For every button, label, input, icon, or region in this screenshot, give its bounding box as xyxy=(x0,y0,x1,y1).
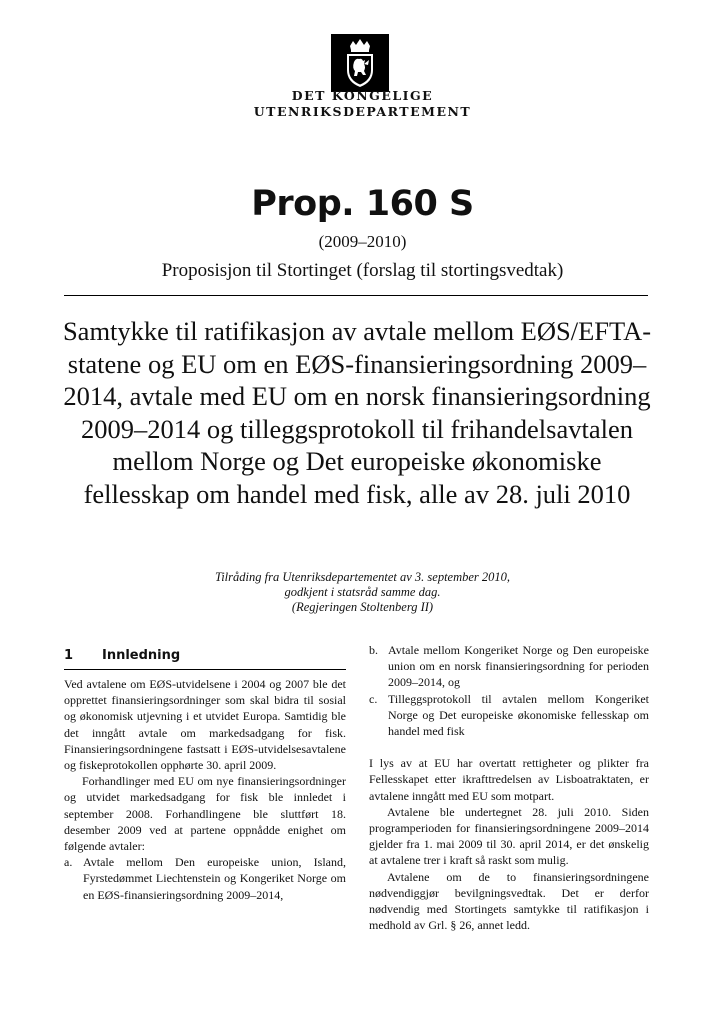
paragraph: Ved avtalene om EØS-utvidelsene i 2004 og 2007 ble det opprettet finansieringsordninger som skal bidra til sosial og økonomisk utjevning i et utvidet Europa. Samtidig ble det inngått avtale om markedsadgang for fisk. Finansieringsordningene fastsatt i EØS-utvidelsesavtalene og fiskeprotokollen opphørte 30. april 2009. xyxy=(64,677,346,773)
document-title: Samtykke til ratifikasjon av avtale mellom EØS/EFTA-statene og EU om en EØS-finansieringsordning 2009–2014, avtale med EU om en norsk finansieringsordning 2009–2014 og tilleggsprotokoll til frihandelsavtalen mellom Norge og Det europeiske økonomiske fellesskap om handel med fisk, alle av 28. juli 2010 xyxy=(62,316,652,509)
section-number: 1 xyxy=(64,648,74,663)
list-item-text: Avtale mellom Kongeriket Norge og Den europeiske union om en norsk finansieringsordning for perioden 2009–2014, og xyxy=(388,643,649,690)
recommendation-line: (Regjeringen Stoltenberg II) xyxy=(291,600,434,614)
document-subtitle: Proposisjon til Stortinget (forslag til stortingsvedtak) xyxy=(161,260,564,281)
paragraph: Avtalene om de to finansieringsordningene nødvendiggjør bevilgningsvedtak. Det er derfor nødvendig med Stortingets samtykke til ratifikasjon i medhold av Grl. § 26, annet ledd. xyxy=(369,869,649,933)
right-column xyxy=(369,642,649,933)
list-marker: b. xyxy=(369,643,378,657)
section-divider xyxy=(64,669,346,670)
recommendation-line: godkjent i statsråd samme dag. xyxy=(284,585,441,599)
title-divider xyxy=(64,295,648,296)
paragraph: Forhandlinger med EU om nye finansieringsordninger og utvidet markedsadgang for fisk ble innledet i september 2008. Forhandlingene ble sluttført 18. desember 2009 ved at partene oppnådde enighet om følgende avtaler: xyxy=(64,774,346,854)
section-heading xyxy=(64,648,180,663)
recommendation-note xyxy=(0,570,725,615)
list-marker: a. xyxy=(64,855,73,870)
paragraph: Avtalene ble undertegnet 28. juli 2010. Siden programperioden for finansieringsordningene 2009–2014 gjelder fra 1. mai 2009 til 30. april 2014, er det ønskelig at avtalene trer i kraft så raskt som mulig. xyxy=(369,804,649,868)
left-column xyxy=(64,676,346,903)
list-item xyxy=(64,854,346,903)
department-name-line1: DET KONGELIGE xyxy=(291,88,434,103)
list-item xyxy=(369,642,649,691)
list-item-text: Avtale mellom Den europeiske union, Island, Fyrstedømmet Liechtenstein og Kongeriket Norge om en EØS-finansieringsordning 2009–2014, xyxy=(83,855,346,902)
list-marker: c. xyxy=(369,691,378,706)
list-item xyxy=(369,691,649,740)
department-name-line2: UTENRIKSDEPARTEMENT xyxy=(253,104,472,119)
proposition-number: Prop. 160 S xyxy=(251,184,474,224)
recommendation-line: Tilråding fra Utenriksdepartementet av 3. september 2010, xyxy=(214,570,511,584)
session-years: (2009–2010) xyxy=(318,232,407,251)
paragraph: I lys av at EU har overtatt rettigheter og plikter fra Fellesskapet etter ikrafttredelsen av Lisboatraktaten, er avtalene inngått med EU som motpart. xyxy=(369,756,649,803)
section-title: Innledning xyxy=(102,648,181,663)
royal-coat-of-arms-icon xyxy=(331,34,389,92)
list-item-text: Tilleggsprotokoll til avtalen mellom Kongeriket Norge og Det europeiske økonomiske fellesskap om handel med fisk xyxy=(388,691,649,739)
